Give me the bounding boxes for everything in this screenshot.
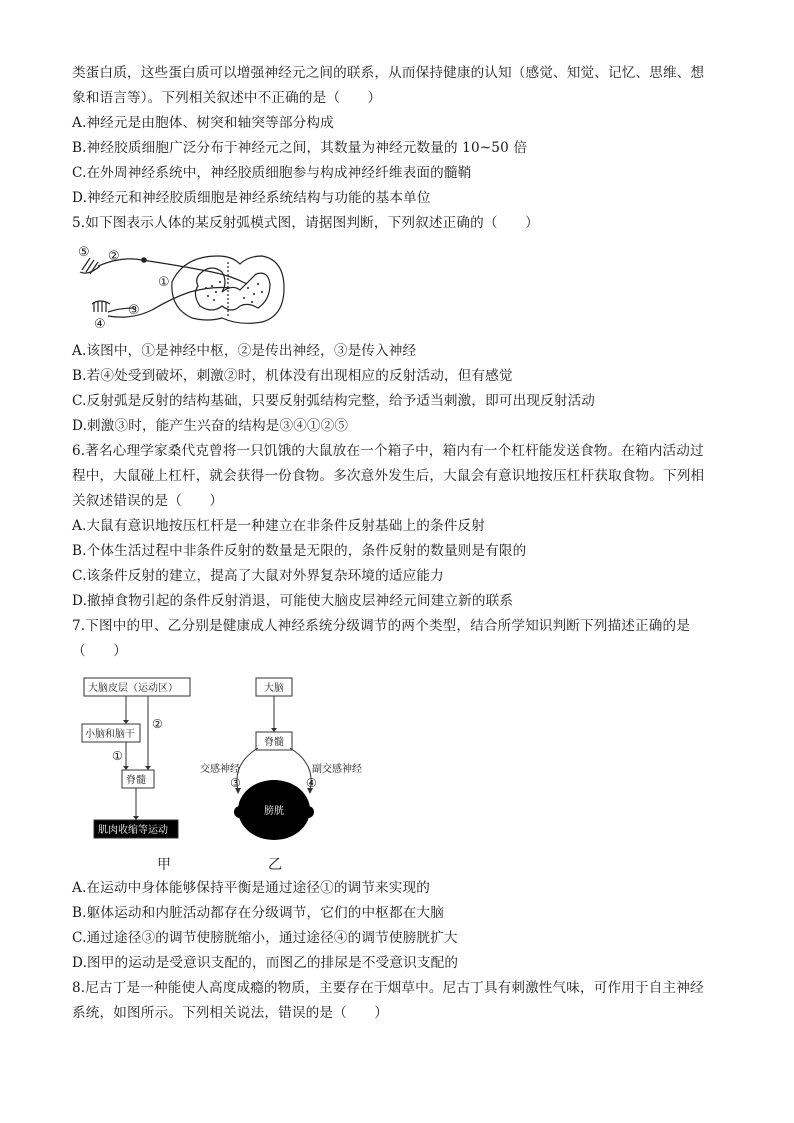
option-a: A.该图中，①是神经中枢，②是传出神经，③是传入神经 (72, 343, 417, 359)
option-d: D.图甲的运动是受意识支配的，而图乙的排尿是不受意识支配的 (72, 955, 459, 971)
brain-box: 大脑 (264, 683, 284, 694)
path-1-label: ① (112, 749, 123, 763)
path-3-label: ③ (230, 776, 241, 790)
option-b: B.躯体运动和内脏活动都存在分级调节，它们的中枢都在大脑 (72, 905, 444, 921)
label-5: ⑤ (78, 245, 90, 260)
question-7: 7.下图中的甲、乙分别是健康成人神经系统分级调节的两个类型，结合所学知识判断下列描述正确的是 (72, 618, 690, 634)
option-c: C.该条件反射的建立，提高了大鼠对外界复杂环境的适应能力 (72, 568, 444, 584)
bladder-label: 膀胱 (264, 806, 284, 817)
path-4-label: ④ (306, 776, 317, 790)
text-line: （ ） (72, 643, 127, 659)
option-a: A.大鼠有意识地按压杠杆是一种建立在非条件反射基础上的条件反射 (72, 518, 486, 534)
parasympathetic-label: 副交感神经 (312, 764, 362, 775)
path-2-label: ② (152, 717, 163, 731)
question-5: 5.如下图表示人体的某反射弧模式图，请据图判断，下列叙述正确的（ ） (72, 215, 539, 231)
label-1: ① (158, 275, 170, 290)
option-b: B.神经胶质细胞广泛分布于神经元之间，其数量为神经元数量的 10~50 倍 (72, 140, 528, 156)
option-b: B.若④处受到破坏，刺激②时，机体没有出现相应的反射活动，但有感觉 (72, 368, 513, 384)
label-4: ④ (94, 317, 106, 332)
caption-yi: 乙 (268, 857, 282, 873)
text-line: 程中，大鼠碰上杠杆，就会获得一份食物。多次意外发生后，大鼠会有意识地按压杠杆获取食物。下列相 (72, 468, 705, 484)
label-2: ② (108, 249, 120, 264)
text-line: 类蛋白质，这些蛋白质可以增强神经元之间的联系，从而保持健康的认知（感觉、知觉、记忆、思维、想 (72, 65, 705, 81)
option-a: A.神经元是由胞体、树突和轴突等部分构成 (72, 115, 334, 131)
label-3: ③ (128, 303, 140, 318)
cerebellum-box: 小脑和脑干 (85, 729, 135, 740)
option-a: A.在运动中身体能够保持平衡是通过途径①的调节来实现的 (72, 880, 431, 896)
figure-jia (80, 676, 210, 846)
spinal-box: 脊髓 (264, 737, 284, 748)
muscle-box: 肌肉收缩等运动 (98, 825, 168, 836)
cortex-box: 大脑皮层（运动区） (88, 683, 178, 694)
option-c: C.反射弧是反射的结构基础，只要反射弧结构完整，给予适当刺激，即可出现反射活动 (72, 393, 596, 409)
option-b: B.个体生活过程中非条件反射的数量是无限的，条件反射的数量则是有限的 (72, 543, 527, 559)
text-line: 系统，如图所示。下列相关说法，错误的是（ ） (72, 1005, 389, 1021)
caption-jia: 甲 (157, 857, 171, 873)
option-d: D.刺激③时，能产生兴奋的结构是③④①②⑤ (72, 418, 349, 434)
text-line: 象和语言等）。下列相关叙述中不正确的是（ ） (72, 90, 382, 106)
option-d: D.神经元和神经胶质细胞是神经系统结构与功能的基本单位 (72, 190, 431, 206)
spinal-box: 脊髓 (126, 775, 146, 786)
question-6: 6.著名心理学家桑代克曾将一只饥饿的大鼠放在一个箱子中，箱内有一个杠杆能发送食物。在箱内活动过 (72, 443, 704, 459)
option-c: C.在外周神经系统中，神经胶质细胞参与构成神经纤维表面的髓鞘 (72, 165, 472, 181)
sympathetic-label: 交感神经 (200, 764, 240, 775)
reflex-arc-figure (72, 242, 292, 334)
option-c: C.通过途径③的调节使膀胱缩小，通过途径④的调节使膀胱扩大 (72, 930, 458, 946)
figure-yi (196, 676, 366, 846)
question-8: 8.尼古丁是一种能使人高度成瘾的物质，主要存在于烟草中。尼古丁具有刺激性气味，可作用于自主神经 (72, 980, 704, 996)
option-d: D.撤掉食物引起的条件反射消退，可能使大脑皮层神经元间建立新的联系 (72, 593, 514, 609)
text-line: 关叙述错误的是（ ） (72, 493, 224, 509)
